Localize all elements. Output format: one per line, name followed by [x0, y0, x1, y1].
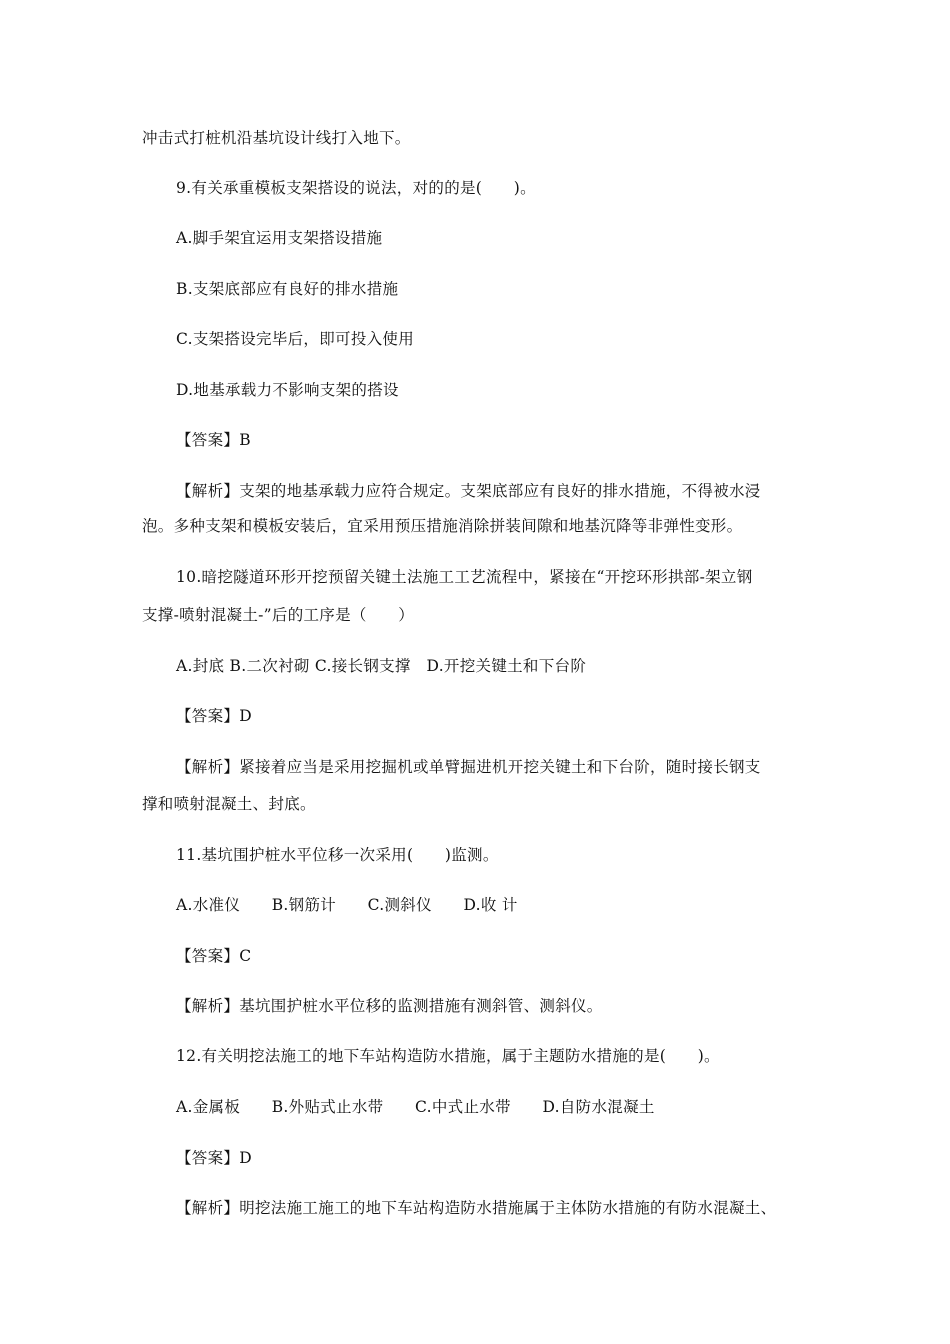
q11-explanation: 【解析】基坑围护桩水平位移的监测措施有测斜管、测斜仪。	[176, 997, 603, 1015]
q10-answer: 【答案】D	[176, 707, 252, 725]
q10-explanation-cont: 撑和喷射混凝土、封底。	[142, 795, 316, 813]
q12-options: A.金属板 B.外贴式止水带 C.中式止水带 D.自防水混凝土	[176, 1098, 655, 1116]
q9-explanation: 【解析】支架的地基承载力应符合规定。支架底部应有良好的排水措施，不得被水浸	[176, 482, 761, 500]
q9-option-b: B.支架底部应有良好的排水措施	[176, 280, 399, 298]
question-10-cont: 支撑-喷射混凝土-”后的工序是（ ）	[142, 606, 415, 624]
q10-explanation: 【解析】紧接着应当是采用挖掘机或单臂掘进机开挖关键土和下台阶，随时接长钢支	[176, 758, 761, 776]
q11-options: A.水准仪 B.钢筋计 C.测斜仪 D.收 计	[176, 896, 518, 914]
q9-option-c: C.支架搭设完毕后，即可投入使用	[176, 330, 415, 348]
q11-answer: 【答案】C	[176, 947, 252, 965]
q9-answer: 【答案】B	[176, 431, 251, 449]
q12-answer: 【答案】D	[176, 1149, 252, 1167]
q9-option-a: A.脚手架宜运用支架搭设措施	[176, 229, 383, 247]
question-10: 10.暗挖隧道环形开挖预留关键土法施工工艺流程中，紧接在“开挖环形拱部-架立钢	[176, 568, 753, 586]
question-9: 9.有关承重模板支架搭设的说法，对的的是( )。	[176, 179, 536, 197]
q9-explanation-cont: 泡。多种支架和模板安装后，宜采用预压措施消除拼装间隙和地基沉降等非弹性变形。	[142, 517, 743, 535]
q9-option-d: D.地基承载力不影响支架的搭设	[176, 381, 399, 399]
q12-explanation: 【解析】明挖法施工施工的地下车站构造防水措施属于主体防水措施的有防水混凝土、	[176, 1199, 777, 1217]
text-line-continuation: 冲击式打桩机沿基坑设计线打入地下。	[142, 129, 411, 147]
q10-options: A.封底 B.二次衬砌 C.接长钢支撑 D.开挖关键土和下台阶	[176, 657, 587, 675]
question-12: 12.有关明挖法施工的地下车站构造防水措施，属于主题防水措施的是( )。	[176, 1047, 720, 1065]
question-11: 11.基坑围护桩水平位移一次采用( )监测。	[176, 846, 499, 864]
